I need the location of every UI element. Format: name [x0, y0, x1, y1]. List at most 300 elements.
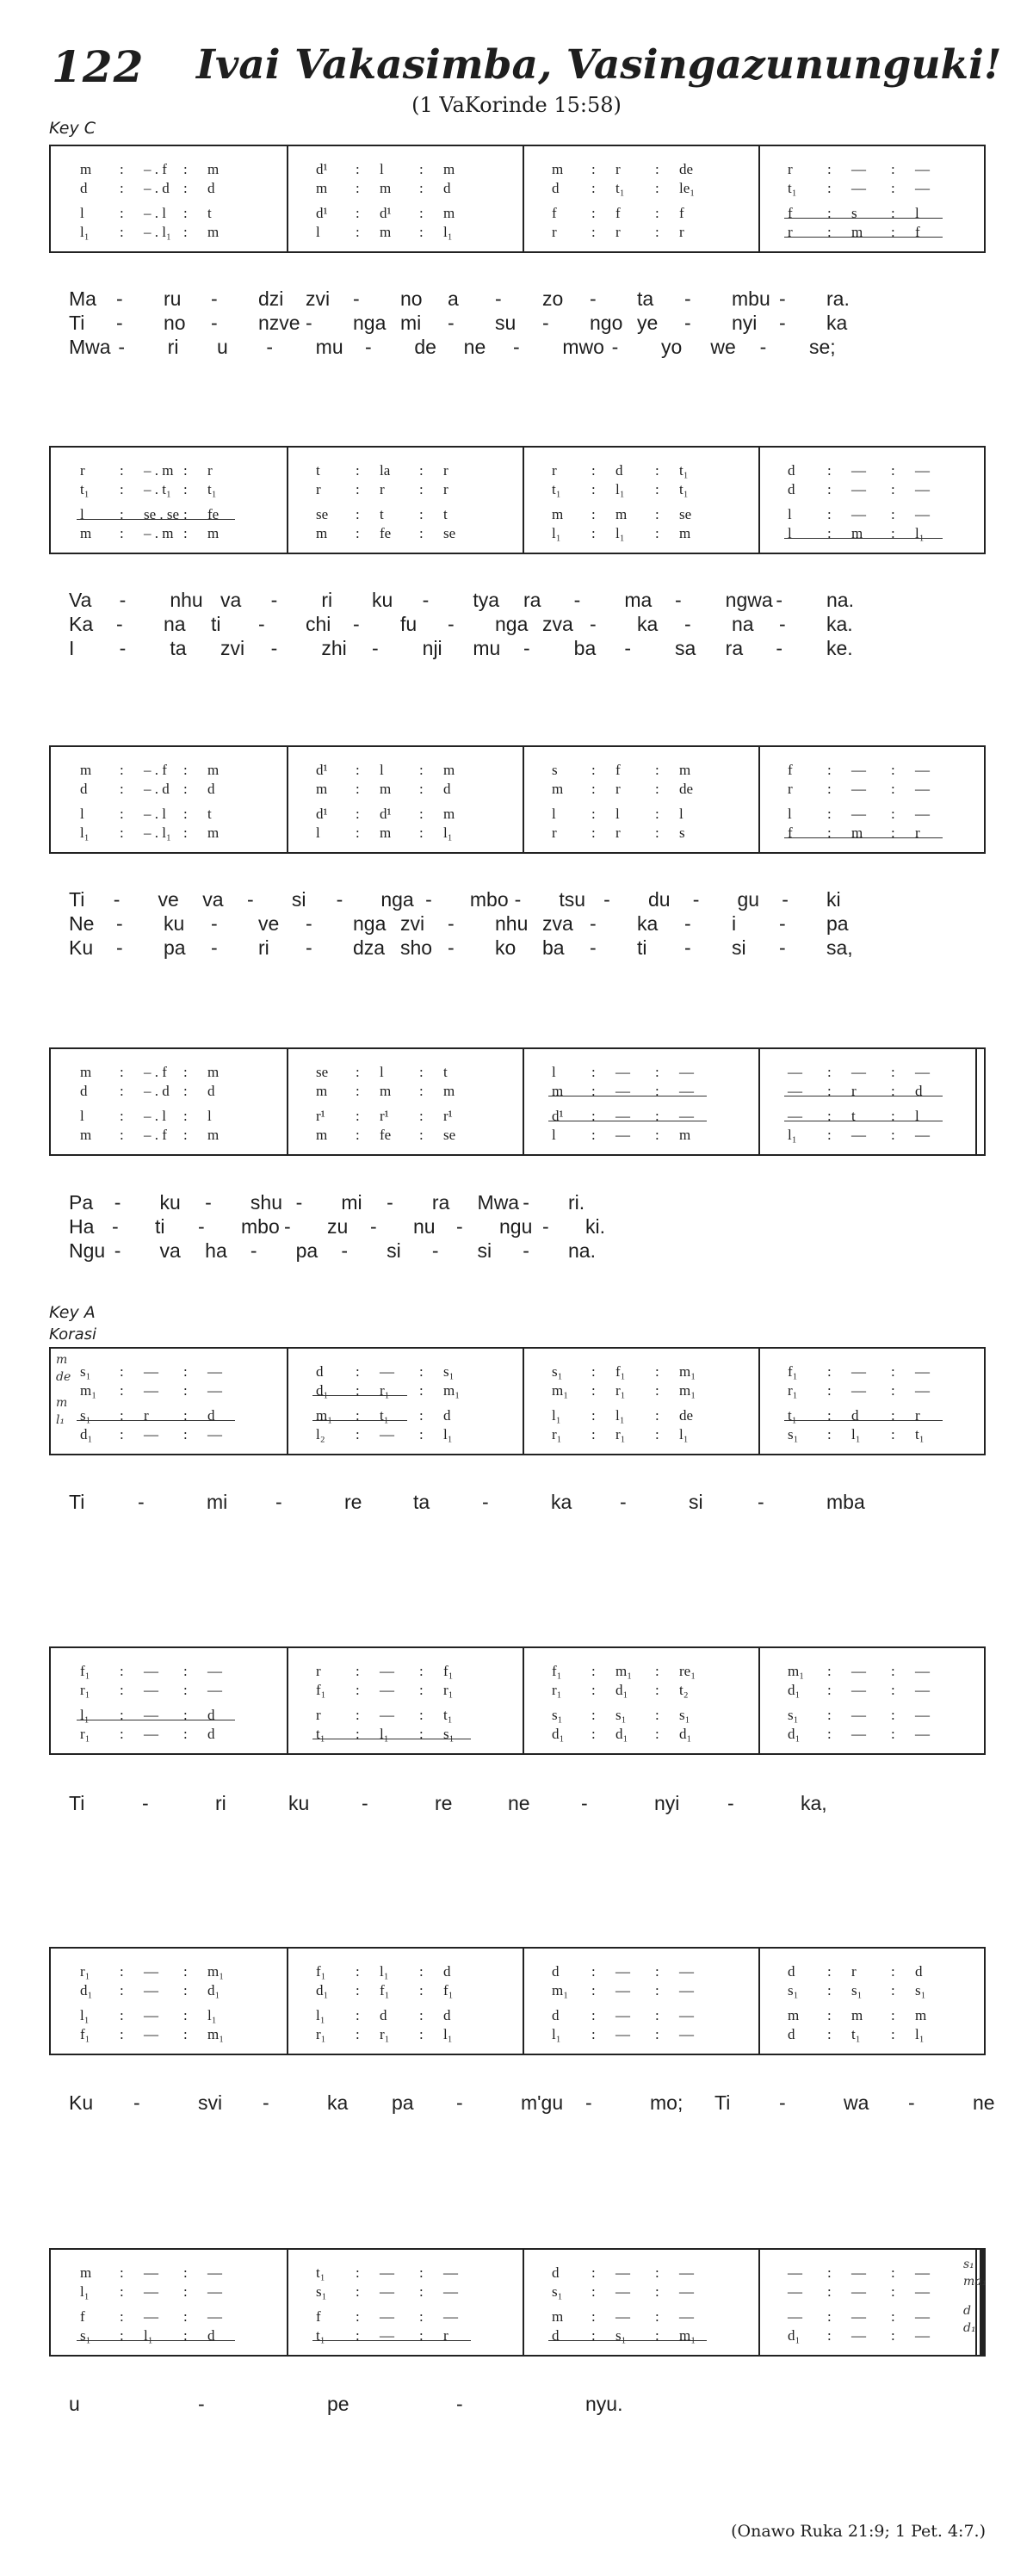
- note-sop: —: [915, 462, 930, 479]
- note-sop: d: [788, 1963, 795, 1980]
- note-sop: f₁: [80, 1663, 90, 1679]
- beat-separator: :: [356, 1108, 360, 1124]
- beat-separator: :: [120, 806, 124, 822]
- note-ten: m: [615, 506, 628, 522]
- note-alt: f₁: [380, 1982, 390, 1998]
- lyric-syllable: -: [684, 613, 691, 635]
- note-ten: f: [316, 2308, 321, 2325]
- lyric-syllable: ri: [321, 589, 333, 611]
- note-bas: —: [144, 1726, 158, 1742]
- lyric-syllable: ku: [288, 1792, 310, 1814]
- note-alt: d: [207, 781, 215, 797]
- beat-separator: :: [183, 1064, 188, 1080]
- lyric-syllable: mu: [473, 637, 501, 659]
- note-sop: m₁: [615, 1663, 633, 1679]
- note-sop: f: [615, 762, 621, 778]
- beat-separator: :: [183, 2007, 188, 2023]
- beat-separator: :: [891, 1083, 895, 1099]
- note-sop: r: [615, 161, 621, 177]
- beat-separator: :: [591, 462, 596, 479]
- lyric-syllable: si: [291, 888, 306, 911]
- note-ten: f: [615, 205, 621, 221]
- lyric-syllable: Ha: [69, 1215, 95, 1238]
- note-sop: m₁: [679, 1363, 696, 1380]
- note-bas: m: [207, 1127, 220, 1143]
- note-ten: l₁: [316, 2007, 325, 2023]
- note-bas: l: [316, 224, 320, 240]
- beat-separator: :: [591, 180, 596, 196]
- lyric-syllable: ve: [258, 912, 280, 935]
- note-alt: d₁: [615, 1682, 628, 1698]
- hymn-title: Ivai Vakasimba, Vasingazununguki!: [196, 41, 1002, 89]
- lyric-syllable: i: [732, 912, 737, 935]
- note-alt: m₁: [679, 1382, 696, 1399]
- lyric-syllable: -: [448, 613, 455, 635]
- note-ten: r¹: [443, 1108, 453, 1124]
- note-alt: s₁: [915, 1982, 926, 1998]
- note-alt: —: [915, 2283, 930, 2300]
- beat-separator: :: [356, 180, 360, 196]
- note-sop: f₁: [615, 1363, 626, 1380]
- beat-separator: :: [183, 1707, 188, 1723]
- beat-separator: :: [183, 2264, 188, 2281]
- note-bas: se: [443, 1127, 456, 1143]
- note-bas: l₁: [915, 525, 925, 541]
- note-sop: l: [380, 762, 384, 778]
- lyric-syllable: -: [779, 912, 786, 935]
- beat-separator: :: [891, 1963, 895, 1980]
- note-bas: l₁: [915, 2026, 925, 2042]
- lyric-syllable: ma: [624, 589, 653, 611]
- note-bas: d: [207, 1726, 215, 1742]
- beat-separator: :: [591, 2308, 596, 2325]
- lyric-syllable: -: [776, 589, 782, 611]
- note-alt: d₁: [207, 1982, 220, 1998]
- note-bas: – . m: [144, 525, 174, 541]
- lyric-syllable: -: [362, 1792, 368, 1814]
- note-bas: d₁: [615, 1726, 628, 1742]
- key-signature: Key C: [49, 119, 96, 138]
- note-ten: r: [316, 1707, 321, 1723]
- lyric-syllable: Ma: [69, 287, 96, 310]
- lyric-syllable: mi: [341, 1191, 362, 1214]
- note-bas: l₁: [380, 1726, 389, 1742]
- beat-separator: :: [655, 1083, 659, 1099]
- lyric-syllable: -: [116, 312, 123, 334]
- lyric-syllable: mi: [207, 1491, 228, 1513]
- beat-separator: :: [891, 1663, 895, 1679]
- lyric-syllable: -: [779, 936, 786, 959]
- beat-separator: :: [183, 462, 188, 479]
- note-sop: m: [80, 161, 92, 177]
- beat-separator: :: [120, 1064, 124, 1080]
- note-sop: —: [915, 1064, 930, 1080]
- lyric-syllable: mbu: [732, 287, 770, 310]
- beat-separator: :: [183, 161, 188, 177]
- note-sop: l: [552, 1064, 556, 1080]
- key-change-label: d: [963, 2304, 971, 2318]
- note-alt: t₁: [80, 481, 90, 497]
- beat-separator: :: [591, 1726, 596, 1742]
- note-bas: r₁: [80, 1726, 90, 1742]
- lyric-syllable: -: [456, 2091, 463, 2114]
- note-ten: r: [144, 1407, 149, 1424]
- beat-separator: :: [183, 180, 188, 196]
- note-bas: m: [679, 525, 691, 541]
- beat-separator: :: [891, 525, 895, 541]
- note-alt: le₁: [679, 180, 696, 196]
- lyric-syllable: Ku: [69, 936, 94, 959]
- note-sop: s₁: [552, 1363, 563, 1380]
- beat-separator: :: [356, 806, 360, 822]
- slur-underline: [77, 519, 235, 520]
- note-alt: r: [316, 481, 321, 497]
- note-sop: —: [915, 762, 930, 778]
- note-sop: —: [144, 1663, 158, 1679]
- note-alt: m₁: [443, 1382, 461, 1399]
- note-alt: t₁: [679, 481, 689, 497]
- slur-underline: [312, 1395, 407, 1396]
- note-alt: m: [316, 781, 328, 797]
- beat-separator: :: [183, 2308, 188, 2325]
- note-ten: m: [851, 2007, 863, 2023]
- note-bas: m: [380, 224, 392, 240]
- beat-separator: :: [827, 1682, 832, 1698]
- beat-separator: :: [356, 2327, 360, 2344]
- beat-separator: :: [827, 1963, 832, 1980]
- barline: [287, 1949, 288, 2054]
- beat-separator: :: [356, 781, 360, 797]
- lyric-syllable: -: [113, 888, 121, 911]
- lyric-syllable: ki: [826, 888, 841, 911]
- beat-separator: :: [183, 1726, 188, 1742]
- beat-separator: :: [655, 205, 659, 221]
- key-change-label: s₁: [963, 2258, 974, 2271]
- beat-separator: :: [120, 1663, 124, 1679]
- note-ten: l: [80, 806, 84, 822]
- note-alt: r₁: [615, 1382, 626, 1399]
- key-change-label: ma₁: [963, 2275, 987, 2289]
- hymn-number: 122: [52, 41, 145, 92]
- note-alt: m: [380, 781, 392, 797]
- note-sop: m: [80, 1064, 92, 1080]
- note-bas: m₁: [679, 2327, 696, 2344]
- note-ten: t: [207, 806, 212, 822]
- lyric-syllable: ha: [205, 1239, 227, 1262]
- lyric-syllable: sa,: [826, 936, 853, 959]
- beat-separator: :: [120, 161, 124, 177]
- note-bas: —: [915, 2327, 930, 2344]
- lyric-syllable: si: [477, 1239, 492, 1262]
- beat-separator: :: [655, 1663, 659, 1679]
- beat-separator: :: [419, 1083, 424, 1099]
- beat-separator: :: [827, 1083, 832, 1099]
- note-bas: m: [851, 825, 863, 841]
- barline: [758, 747, 760, 852]
- note-sop: r: [443, 462, 448, 479]
- note-sop: r: [316, 1663, 321, 1679]
- lyric-syllable: ngwa: [725, 589, 773, 611]
- beat-separator: :: [891, 806, 895, 822]
- note-bas: m: [80, 1127, 92, 1143]
- chorus-label: Korasi: [49, 1325, 96, 1344]
- beat-separator: :: [827, 1407, 832, 1424]
- beat-separator: :: [183, 1682, 188, 1698]
- lyric-syllable: -: [573, 589, 581, 611]
- note-ten: l: [207, 1108, 212, 1124]
- note-bas: l₁: [615, 525, 625, 541]
- lyric-syllable: -: [372, 637, 379, 659]
- beat-separator: :: [183, 825, 188, 841]
- note-sop: d: [316, 1363, 324, 1380]
- beat-separator: :: [827, 762, 832, 778]
- beat-separator: :: [591, 481, 596, 497]
- note-bas: —: [380, 2327, 394, 2344]
- key-change-label: m: [56, 1396, 68, 1410]
- lyric-syllable: -: [116, 936, 123, 959]
- barline: [287, 1349, 288, 1454]
- final-barline: [975, 2250, 977, 2355]
- lyric-syllable: ne: [973, 2091, 995, 2114]
- lyric-syllable: tsu: [559, 888, 586, 911]
- note-alt: d₁: [80, 1982, 93, 1998]
- lyric-syllable: -: [523, 637, 530, 659]
- lyric-syllable: -: [779, 2091, 786, 2114]
- beat-separator: :: [356, 506, 360, 522]
- note-sop: f₁: [443, 1663, 454, 1679]
- note-bas: fe: [380, 1127, 392, 1143]
- note-ten: t: [207, 205, 212, 221]
- note-bas: r: [615, 224, 621, 240]
- music-system-6: [49, 1646, 986, 1755]
- music-system-8: [49, 2248, 986, 2357]
- note-alt: —: [207, 1682, 222, 1698]
- beat-separator: :: [591, 525, 596, 541]
- note-sop: m₁: [207, 1963, 225, 1980]
- beat-separator: :: [891, 1363, 895, 1380]
- slur-underline: [548, 2340, 707, 2341]
- beat-separator: :: [891, 1407, 895, 1424]
- beat-separator: :: [419, 481, 424, 497]
- lyric-syllable: ko: [495, 936, 516, 959]
- lyric-syllable: Ti: [69, 1792, 85, 1814]
- lyric-syllable: Va: [69, 589, 92, 611]
- note-sop: l: [380, 1064, 384, 1080]
- note-bas: f: [915, 224, 920, 240]
- lyric-syllable: -: [448, 312, 455, 334]
- beat-separator: :: [120, 481, 124, 497]
- beat-separator: :: [591, 781, 596, 797]
- note-alt: d: [443, 180, 451, 196]
- note-bas: l₁: [851, 1426, 861, 1442]
- beat-separator: :: [891, 481, 895, 497]
- note-sop: f₁: [788, 1363, 798, 1380]
- note-sop: —: [679, 1064, 694, 1080]
- note-bas: t₁: [316, 2327, 325, 2344]
- music-system-7: [49, 1947, 986, 2055]
- note-alt: m₁: [552, 1382, 569, 1399]
- lyric-syllable: -: [624, 637, 631, 659]
- note-ten: l: [915, 1108, 919, 1124]
- beat-separator: :: [891, 2026, 895, 2042]
- note-bas: l₁: [443, 825, 453, 841]
- note-alt: m: [380, 1083, 392, 1099]
- note-ten: – . l: [144, 806, 166, 822]
- lyric-syllable: gu: [737, 888, 760, 911]
- note-ten: de: [679, 1407, 694, 1424]
- beat-separator: :: [591, 1382, 596, 1399]
- note-ten: l: [80, 1108, 84, 1124]
- note-alt: r₁: [380, 1382, 390, 1399]
- beat-separator: :: [827, 781, 832, 797]
- beat-separator: :: [655, 180, 659, 196]
- beat-separator: :: [591, 762, 596, 778]
- note-ten: —: [380, 2308, 394, 2325]
- lyric-syllable: -: [590, 912, 597, 935]
- note-ten: f: [679, 205, 684, 221]
- lyric-syllable: nga: [353, 312, 387, 334]
- final-barline: [975, 1049, 977, 1154]
- beat-separator: :: [356, 1127, 360, 1143]
- note-ten: —: [679, 2308, 694, 2325]
- beat-separator: :: [120, 1682, 124, 1698]
- lyric-syllable: -: [675, 589, 682, 611]
- note-sop: – . f: [144, 1064, 167, 1080]
- beat-separator: :: [183, 525, 188, 541]
- note-bas: m: [851, 525, 863, 541]
- beat-separator: :: [827, 2283, 832, 2300]
- beat-separator: :: [120, 1707, 124, 1723]
- lyric-syllable: Ku: [69, 2091, 94, 2114]
- beat-separator: :: [827, 525, 832, 541]
- note-ten: l: [788, 806, 792, 822]
- note-ten: – . l: [144, 205, 166, 221]
- beat-separator: :: [419, 1363, 424, 1380]
- note-sop: —: [679, 1963, 694, 1980]
- note-alt: —: [380, 1682, 394, 1698]
- lyric-syllable: -: [211, 287, 218, 310]
- note-alt: m: [316, 1083, 328, 1099]
- slur-underline: [312, 2340, 471, 2341]
- note-bas: se: [443, 525, 456, 541]
- beat-separator: :: [655, 525, 659, 541]
- beat-separator: :: [591, 1407, 596, 1424]
- beat-separator: :: [356, 1083, 360, 1099]
- beat-separator: :: [183, 1963, 188, 1980]
- beat-separator: :: [591, 1682, 596, 1698]
- lyric-syllable: -: [341, 1239, 349, 1262]
- lyric-syllable: Mwa: [477, 1191, 520, 1214]
- note-sop: r: [80, 462, 85, 479]
- lyric-syllable: -: [116, 287, 123, 310]
- beat-separator: :: [183, 806, 188, 822]
- note-ten: —: [144, 2308, 158, 2325]
- lyric-syllable: ri.: [568, 1191, 585, 1214]
- note-alt: —: [144, 1982, 158, 1998]
- lyric-syllable: -: [306, 312, 312, 334]
- beat-separator: :: [891, 1707, 895, 1723]
- lyric-syllable: pa: [826, 912, 849, 935]
- lyric-syllable: -: [779, 613, 786, 635]
- beat-separator: :: [655, 2264, 659, 2281]
- note-bas: – . l₁: [144, 825, 171, 841]
- lyric-syllable: mbo: [241, 1215, 280, 1238]
- beat-separator: :: [419, 2007, 424, 2023]
- lyric-syllable: pa: [164, 936, 186, 959]
- lyric-syllable: zvi: [400, 912, 425, 935]
- note-bas: —: [380, 1426, 394, 1442]
- note-ten: m: [552, 2308, 564, 2325]
- lyric-syllable: ka: [327, 2091, 349, 2114]
- lyric-syllable: nhu: [495, 912, 529, 935]
- beat-separator: :: [827, 506, 832, 522]
- note-alt: f₁: [443, 1982, 454, 1998]
- beat-separator: :: [891, 161, 895, 177]
- note-alt: d: [207, 180, 215, 196]
- beat-separator: :: [655, 762, 659, 778]
- barline: [758, 1648, 760, 1753]
- note-bas: r: [615, 825, 621, 841]
- note-sop: —: [144, 1963, 158, 1980]
- lyric-syllable: Ti: [714, 2091, 731, 2114]
- lyric-syllable: -: [247, 888, 254, 911]
- note-sop: d¹: [316, 161, 328, 177]
- note-bas: d: [552, 2327, 560, 2344]
- note-bas: m: [316, 1127, 328, 1143]
- note-ten: d: [443, 2007, 451, 2023]
- lyric-syllable: Ti: [69, 312, 85, 334]
- beat-separator: :: [891, 224, 895, 240]
- note-sop: —: [679, 2264, 694, 2281]
- lyric-syllable: -: [495, 287, 502, 310]
- lyric-syllable: nzve: [258, 312, 300, 334]
- lyric-syllable: dzi: [258, 287, 284, 310]
- note-bas: —: [851, 1726, 866, 1742]
- beat-separator: :: [891, 1726, 895, 1742]
- note-alt: d₁: [788, 1682, 801, 1698]
- note-alt: r: [788, 781, 793, 797]
- lyric-syllable: zva: [542, 912, 573, 935]
- lyric-syllable: ri: [258, 936, 269, 959]
- beat-separator: :: [591, 1426, 596, 1442]
- beat-separator: :: [827, 1363, 832, 1380]
- beat-separator: :: [655, 1963, 659, 1980]
- note-alt: m: [380, 180, 392, 196]
- note-sop: d: [915, 1963, 923, 1980]
- note-ten: fe: [207, 506, 220, 522]
- note-bas: r: [443, 2327, 448, 2344]
- lyric-syllable: no: [400, 287, 423, 310]
- beat-separator: :: [655, 825, 659, 841]
- lyric-syllable: nyu.: [585, 2393, 623, 2415]
- lyric-syllable: -: [603, 888, 610, 911]
- note-alt: d₁: [316, 1382, 329, 1399]
- beat-separator: :: [120, 1982, 124, 1998]
- lyric-syllable: -: [211, 912, 218, 935]
- lyric-syllable: va: [220, 589, 242, 611]
- lyric-syllable: ne: [463, 336, 486, 358]
- note-sop: f₁: [316, 1963, 326, 1980]
- key-signature-chorus: Key A: [49, 1303, 96, 1322]
- note-sop: l: [380, 161, 384, 177]
- note-ten: se: [316, 506, 329, 522]
- note-sop: s: [552, 762, 558, 778]
- note-bas: r: [788, 224, 793, 240]
- beat-separator: :: [356, 1663, 360, 1679]
- note-alt: —: [207, 2283, 222, 2300]
- beat-separator: :: [183, 1363, 188, 1380]
- note-alt: —: [851, 1382, 866, 1399]
